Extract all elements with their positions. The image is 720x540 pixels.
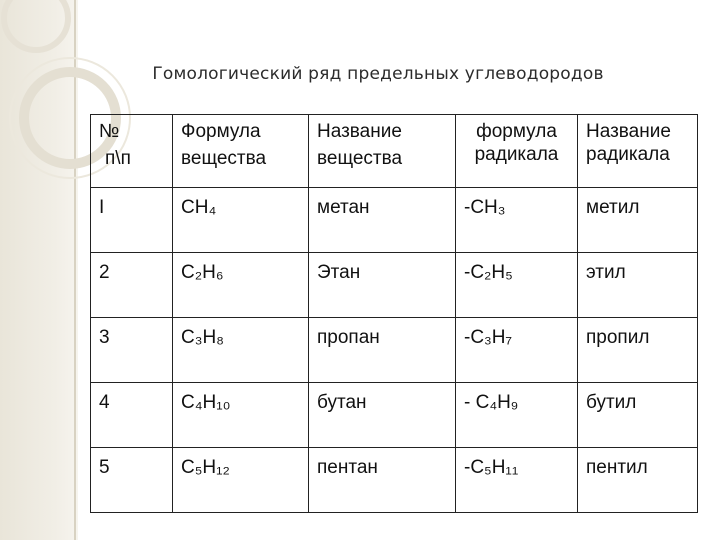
row-name: бутан bbox=[309, 383, 456, 448]
header-label-line2: радикала bbox=[586, 143, 670, 165]
header-cell-formula bbox=[173, 115, 309, 188]
row-radical-name: пропил bbox=[578, 318, 698, 383]
table-row bbox=[91, 318, 698, 383]
row-radical-formula: -CH₃ bbox=[456, 188, 578, 253]
table-header-row bbox=[91, 115, 698, 188]
header-label-line1: Формула bbox=[181, 121, 261, 142]
row-name: пропан bbox=[309, 318, 456, 383]
row-radical-formula: - C₄H₉ bbox=[456, 383, 578, 448]
header-label-line2: п\п bbox=[105, 147, 131, 169]
row-radical-name: метил bbox=[578, 188, 698, 253]
row-radical-name: пентил bbox=[578, 448, 698, 513]
row-name: метан bbox=[309, 188, 456, 253]
header-cell-name bbox=[309, 115, 456, 188]
header-label-line1: Название bbox=[586, 121, 671, 142]
row-radical-formula: -C₃H₇ bbox=[456, 318, 578, 383]
row-number: 5 bbox=[91, 448, 173, 513]
header-label-line1: Название bbox=[317, 121, 402, 142]
row-formula: C₂H₆ bbox=[173, 253, 309, 318]
row-radical-formula: -C₅H₁₁ bbox=[456, 448, 578, 513]
table-row bbox=[91, 188, 698, 253]
page-title: Гомологический ряд предельных углеводородов bbox=[152, 64, 604, 84]
row-formula: C₅H₁₂ bbox=[173, 448, 309, 513]
row-radical-name: бутил bbox=[578, 383, 698, 448]
row-number: I bbox=[91, 188, 173, 253]
row-formula: C₄H₁₀ bbox=[173, 383, 309, 448]
table-row bbox=[91, 448, 698, 513]
header-cell-number bbox=[91, 115, 173, 188]
header-cell-radical-name bbox=[578, 115, 698, 188]
table-row bbox=[91, 383, 698, 448]
row-formula: CH₄ bbox=[173, 188, 309, 253]
homologous-series-table bbox=[90, 114, 698, 513]
header-label-line2: вещества bbox=[317, 147, 403, 169]
header-label-line1: № bbox=[99, 121, 120, 142]
row-formula: C₃H₈ bbox=[173, 318, 309, 383]
row-name: Этан bbox=[309, 253, 456, 318]
row-radical-formula: -C₂H₅ bbox=[456, 253, 578, 318]
header-label-line1: формула bbox=[476, 121, 557, 142]
row-number: 4 bbox=[91, 383, 173, 448]
header-label-line2: радикала bbox=[474, 143, 559, 165]
header-cell-radical-formula bbox=[456, 115, 578, 188]
row-radical-name: этил bbox=[578, 253, 698, 318]
row-name: пентан bbox=[309, 448, 456, 513]
table-row bbox=[91, 253, 698, 318]
row-number: 2 bbox=[91, 253, 173, 318]
row-number: 3 bbox=[91, 318, 173, 383]
header-label-line2: вещества bbox=[181, 147, 267, 169]
